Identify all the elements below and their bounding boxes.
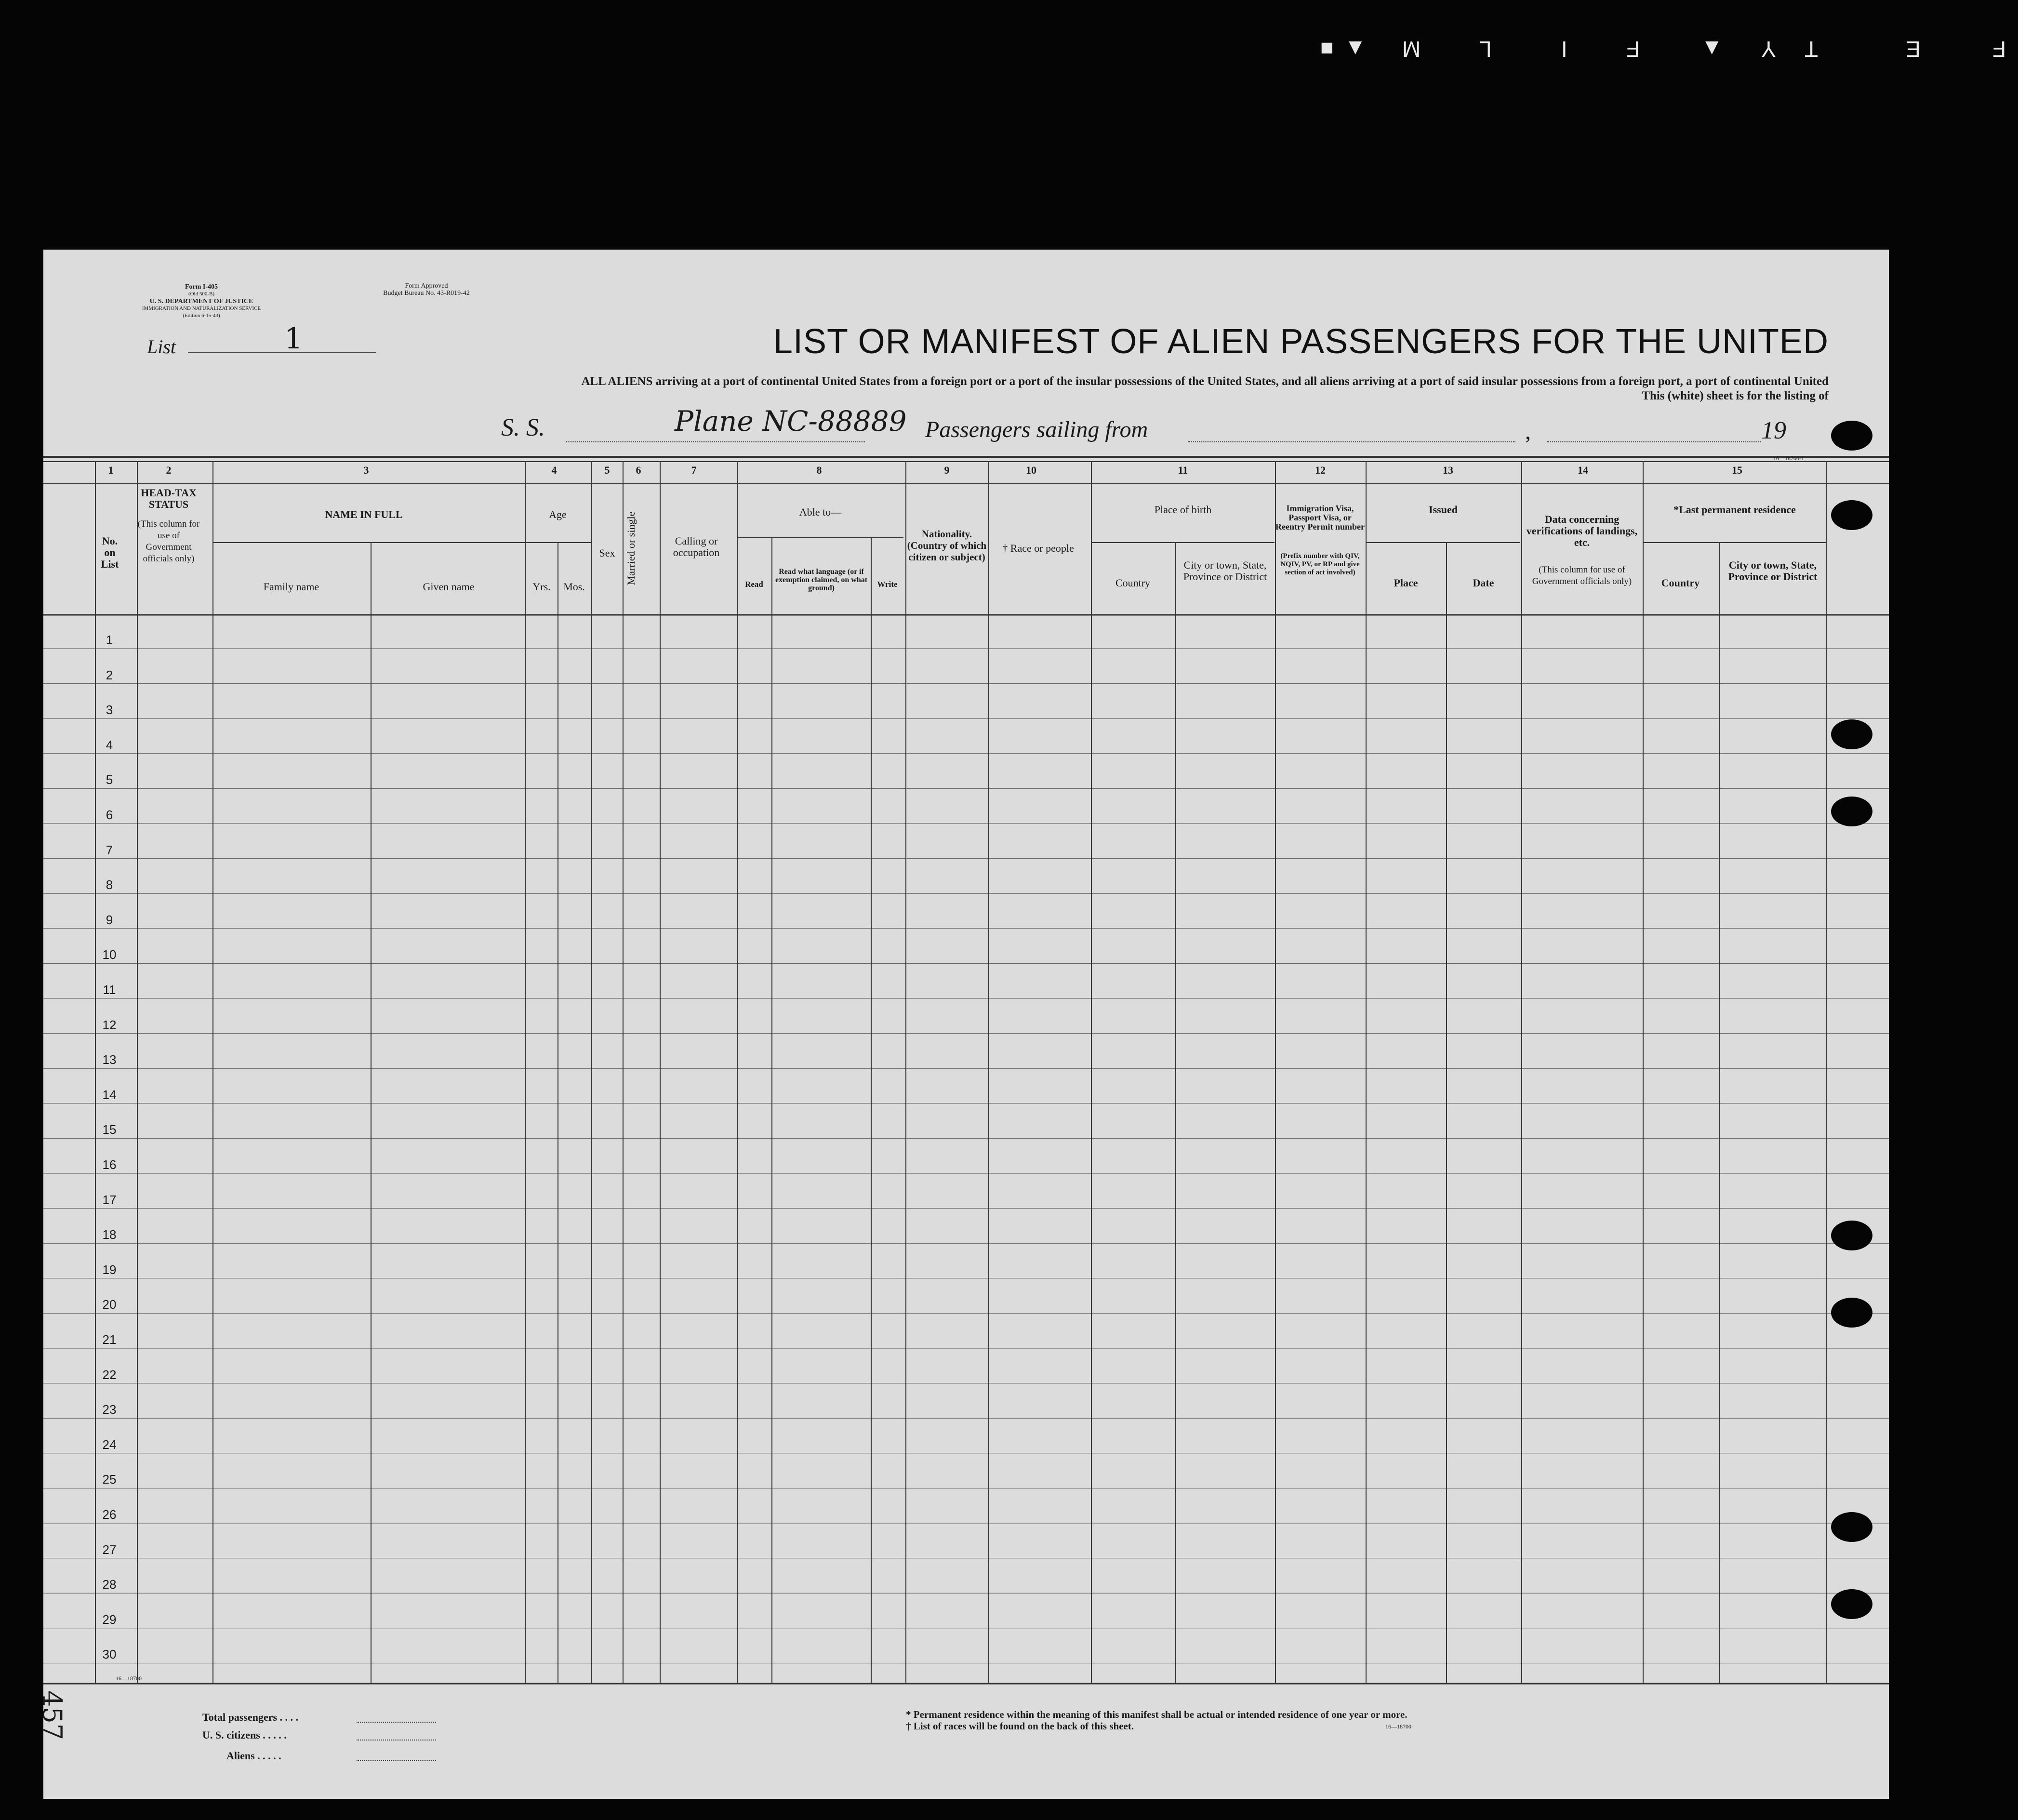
instructions-line-1: ALL ALIENS arriving at a port of continental United States from a foreign port or a port of the insular possessions of the United States, and all aliens arriving at a port of said insular possessions from a foreign port, a port of continental United [581,375,1829,388]
row-number: 5 [106,772,113,787]
sailing-date-line [1547,441,1761,442]
col-number: 12 [1315,464,1326,476]
header-read: Read [745,580,763,589]
footnote-races: † List of races will be found on the back of this sheet. [906,1720,1134,1732]
us-citizens-label: U. S. citizens . . . . . [202,1729,287,1741]
col-number: 15 [1732,464,1742,476]
punch-hole [1831,1221,1872,1250]
row-number: 27 [102,1542,117,1557]
film-mark: Y [1761,37,1776,62]
punch-hole [1831,797,1872,826]
row-number: 22 [102,1367,117,1382]
list-number-line [188,352,376,353]
row-number: 9 [106,912,113,927]
film-mark: M [1402,37,1421,62]
header-visa: Immigration Visa, Passport Visa, or Reentry Permit number [1275,504,1365,531]
col-number: 3 [363,464,369,476]
row-number: 25 [102,1472,117,1487]
film-mark: I [1561,37,1567,62]
header-birth-city: City or town, State, Province or District [1183,559,1267,583]
header-residence-country: Country [1661,577,1700,589]
row-number: 20 [102,1297,117,1312]
col-number: 2 [166,464,172,476]
row-number: 21 [102,1332,117,1347]
header-race: † Race or people [1002,542,1074,554]
col-number: 13 [1443,464,1453,476]
col-number: 9 [944,464,950,476]
form-id-block [139,283,264,319]
aliens-label: Aliens . . . . . [226,1750,281,1762]
service-name: IMMIGRATION AND NATURALIZATION SERVICE [142,306,261,311]
row-number: 30 [102,1647,117,1662]
row-number: 18 [102,1227,117,1242]
row-number: 19 [102,1262,117,1277]
row-number: 13 [102,1052,117,1067]
punch-hole [1831,1512,1872,1542]
total-passengers-label: Total passengers . . . . [202,1711,299,1723]
manifest-table [43,456,1889,1810]
row-number: 1 [106,633,113,647]
form-code-top: 16—18700-1 [1773,455,1804,462]
header-write: Write [877,580,898,589]
header-calling: Calling or occupation [673,535,720,558]
ss-name-value: Plane NC-88889 [675,405,907,438]
row-number: 6 [106,808,113,822]
header-given-name: Given name [423,581,475,593]
row-number: 14 [102,1087,117,1102]
col-number: 5 [604,464,610,476]
film-mark: E [1906,37,1921,62]
header-able-to: Able to— [799,506,842,518]
row-number: 12 [102,1017,117,1032]
punch-hole [1831,500,1872,530]
header-age: Age [549,508,567,520]
form-number: Form I-405 [185,283,218,291]
handwritten-margin-number: 457 [37,1690,67,1740]
header-age-yrs: Yrs. [532,581,551,593]
film-header-marks [0,0,2018,145]
footnote-permanent-residence: * Permanent residence within the meaning of this manifest shall be actual or intended residence of one year or more. [906,1709,1407,1720]
row-number: 23 [102,1402,117,1417]
header-place-of-birth: Place of birth [1154,504,1212,516]
film-mark: ▲ [1344,37,1367,62]
header-residence-city: City or town, State, Province or District [1728,559,1818,583]
aliens-line [357,1760,436,1761]
header-data-note: (This column for use of Government officials only) [1532,565,1632,586]
header-read-language: Read what language (or if exemption claimed, on what ground) [775,568,868,592]
row-number: 17 [102,1192,117,1207]
film-mark: ■ [1320,37,1334,62]
header-nationality: Nationality. (Country of which citizen or subject) [907,528,987,563]
total-passengers-line [357,1722,436,1723]
list-label: List [147,336,176,358]
punch-hole [1831,1298,1872,1328]
row-number: 2 [106,667,113,682]
header-data-concerning: Data concerning verifications of landings, etc. [1526,513,1638,548]
row-number: 28 [102,1577,117,1592]
punch-hole [1831,421,1872,451]
col-number: 11 [1178,464,1188,476]
punch-hole [1831,719,1872,749]
form-old-number: (Old 500-B) [188,291,215,297]
row-number: 4 [106,737,113,752]
manifest-footer [43,1661,1889,1799]
ship-details-row [501,405,1826,447]
row-number: 7 [106,842,113,857]
ss-label: S. S. [501,414,545,441]
col-number: 4 [551,464,557,476]
col-number: 1 [108,464,114,476]
film-mark: F [1626,37,1640,62]
header-family-name: Family name [263,581,319,593]
instructions-line-2: This (white) sheet is for the listing of [1642,389,1829,402]
row-number: 26 [102,1507,117,1522]
header-name-in-full: NAME IN FULL [325,508,403,520]
manifest-sheet [37,250,1889,1799]
row-number: 24 [102,1437,117,1452]
year-label: 19 [1761,417,1786,444]
header-birth-country: Country [1115,577,1151,589]
header-issued-date: Date [1473,577,1494,589]
sailing-from-line [1188,441,1515,442]
footnote-form-code: 16—18700 [1385,1723,1411,1730]
budget-bureau-number: Budget Bureau No. 43-R019-42 [383,290,470,297]
header-issued: Issued [1429,504,1458,516]
header-last-residence: *Last permanent residence [1673,504,1796,516]
col-number: 8 [816,464,822,476]
form-approved-text: Form Approved [405,282,448,290]
header-head-tax-note: (This column for use of Government officials only) [137,519,200,564]
film-mark: ▲ [1701,37,1723,62]
header-issued-place: Place [1394,577,1418,589]
film-mark: T [1805,37,1819,62]
form-edition: (Edition 6-15-43) [183,313,220,319]
row-number: 11 [103,983,116,997]
form-code: 16—18700 [116,1675,142,1682]
sailing-from-label: Passengers sailing from [925,417,1148,442]
row-number: 16 [102,1157,117,1172]
row-number: 15 [102,1122,117,1137]
comma: , [1525,419,1531,444]
table-grid-lines [43,456,1889,1810]
row-number: 3 [106,703,113,717]
header-head-tax: HEAD-TAX STATUS [141,487,197,510]
header-married: Married or single [625,511,637,585]
form-approval-block [349,282,504,297]
col-number: 7 [691,464,697,476]
department-name: U. S. DEPARTMENT OF JUSTICE [149,298,253,305]
film-mark: F [1992,37,2006,62]
punch-hole [1831,1589,1872,1619]
row-number: 8 [106,877,113,892]
col-number: 6 [636,464,641,476]
header-visa-note: (Prefix number with QIV, NQIV, PV, or RP and give section of act involved) [1280,552,1360,576]
header-age-mos: Mos. [563,581,585,593]
col-number: 14 [1578,464,1588,476]
list-number-value: 1 [284,322,303,356]
col-number: 10 [1026,464,1036,476]
ss-name-line [566,441,865,442]
header-sex: Sex [599,547,615,559]
page-title: LIST OR MANIFEST OF ALIEN PASSENGERS FOR THE UNITED [773,322,1829,361]
film-mark: L [1479,37,1492,62]
header-no-on-list: No. on List [101,535,119,570]
row-number: 29 [102,1612,117,1627]
row-number: 10 [102,947,117,962]
